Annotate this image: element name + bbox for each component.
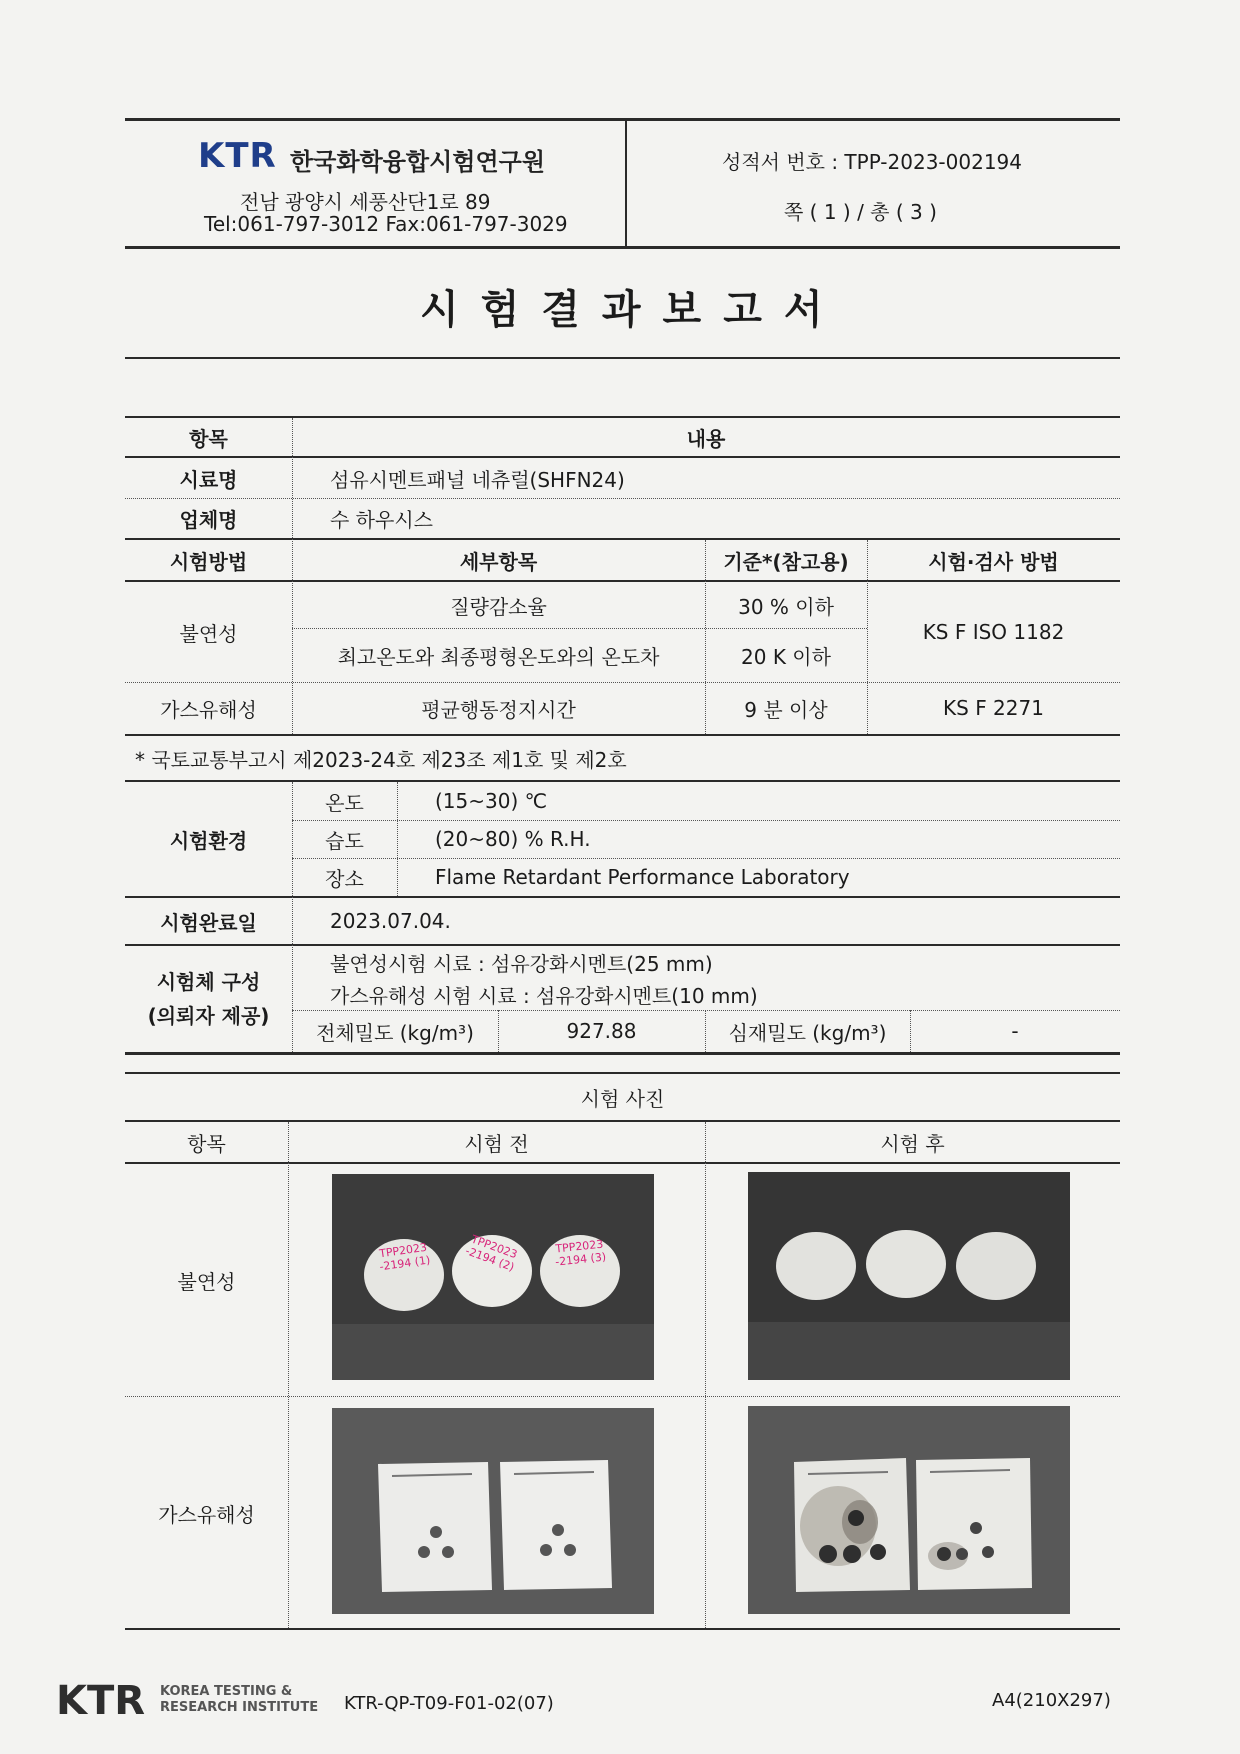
density-total-value: 927.88 — [566, 1019, 637, 1043]
table-head-item: 항목 — [189, 426, 228, 451]
method-label: 시험방법 — [169, 549, 248, 574]
photo-gas-after — [748, 1406, 1070, 1614]
env-label: 시험환경 — [169, 828, 248, 853]
noncomb-item-2: 최고온도와 최종평형온도와의 온도차 — [337, 644, 660, 669]
noncomb-label: 불연성 — [179, 621, 238, 646]
photo-noncomb-before-art — [332, 1174, 654, 1380]
env-hum-label: 습도 — [325, 828, 364, 853]
photo-noncomb-before — [332, 1174, 654, 1380]
complete-value: 2023.07.04. — [330, 909, 451, 933]
sample-label: 시료명 — [179, 467, 238, 492]
footer-logo-sub-line1: KOREA TESTING & — [160, 1684, 293, 1699]
gas-label: 가스유해성 — [160, 697, 257, 722]
specimen-label-3: TPP2023 -2194 (3) — [554, 1237, 607, 1269]
spec-line-2: 가스유해성 시험 시료 : 섬유강화시멘트(10 mm) — [330, 983, 758, 1008]
noncomb-item-1: 질량감소율 — [450, 594, 547, 619]
report-number: 성적서 번호 : TPP-2023-002194 — [722, 150, 1022, 174]
photo-head-before: 시험 전 — [464, 1131, 529, 1156]
env-place-label: 장소 — [325, 866, 364, 891]
footer-paper-size: A4(210X297) — [992, 1690, 1111, 1711]
footer-logo-sub — [160, 1684, 318, 1716]
gas-std: 9 분 이상 — [744, 697, 828, 722]
spec-line-1: 불연성시험 시료 : 섬유강화시멘트(25 mm) — [330, 951, 713, 976]
page-indicator: 쪽 ( 1 ) / 총 ( 3 ) — [784, 200, 937, 224]
density-core-label: 심재밀도 (kg/m³) — [728, 1020, 887, 1045]
gas-method: KS F 2271 — [943, 696, 1044, 720]
gas-item: 평균행동정지시간 — [421, 697, 576, 722]
page-title: 시험결과보고서 — [420, 287, 845, 333]
method-sub-header: 세부항목 — [459, 549, 538, 574]
method-test-header: 시험·검사 방법 — [928, 549, 1059, 574]
spec-label-line1: 시험체 구성 — [156, 970, 261, 994]
org-name: 한국화학융합시험연구원 — [290, 148, 546, 176]
spec-label — [125, 946, 292, 1052]
org-contact: Tel:061-797-3012 Fax:061-797-3029 — [204, 212, 568, 236]
ktr-logo: KTR — [198, 136, 277, 176]
sample-value: 섬유시멘트패널 네츄럴(SHFN24) — [330, 467, 625, 492]
footer-form-number: KTR-QP-T09-F01-02(07) — [344, 1693, 554, 1714]
env-place-value: Flame Retardant Performance Laboratory — [435, 865, 850, 889]
photo-gas-before-art — [332, 1408, 654, 1614]
footer-logo-sub-line2: RESEARCH INSTITUTE — [160, 1700, 319, 1715]
company-value: 수 하우시스 — [330, 507, 433, 532]
photo-noncomb-after-art — [748, 1172, 1070, 1380]
photo-gas-after-art — [748, 1406, 1070, 1614]
standard-note: * 국토교통부고시 제2023-24호 제23조 제1호 및 제2호 — [135, 747, 627, 772]
spec-label-line2: (의뢰자 제공) — [147, 1004, 270, 1028]
env-temp-label: 온도 — [325, 790, 364, 815]
specimen-label-1: TPP2023 -2194 (1) — [378, 1240, 432, 1274]
env-temp-value: (15~30) ℃ — [435, 789, 548, 813]
photo-head-item: 항목 — [187, 1131, 226, 1156]
env-hum-value: (20~80) % R.H. — [435, 827, 591, 851]
photo-gas-before — [332, 1408, 654, 1614]
specimen-label-2: TPP2023 -2194 (2) — [463, 1232, 519, 1274]
photo-noncomb-after — [748, 1172, 1070, 1380]
noncomb-method: KS F ISO 1182 — [922, 620, 1065, 644]
density-core-value: - — [1011, 1019, 1019, 1043]
photo-row2-label: 가스유해성 — [158, 1502, 255, 1527]
photo-head-after: 시험 후 — [880, 1131, 945, 1156]
method-std-header: 기준*(참고용) — [723, 549, 849, 574]
noncomb-std-1: 30 % 이하 — [738, 594, 834, 619]
table-head-content: 내용 — [686, 426, 726, 451]
density-total-label: 전체밀도 (kg/m³) — [316, 1020, 474, 1045]
photo-row1-label: 불연성 — [177, 1269, 236, 1294]
org-address: 전남 광양시 세풍산단1로 89 — [240, 190, 491, 214]
photo-section-title: 시험 사진 — [580, 1086, 665, 1111]
noncomb-std-2: 20 K 이하 — [741, 644, 831, 669]
complete-label: 시험완료일 — [160, 910, 257, 935]
footer-ktr-logo: KTR — [56, 1678, 146, 1724]
company-label: 업체명 — [179, 507, 238, 532]
